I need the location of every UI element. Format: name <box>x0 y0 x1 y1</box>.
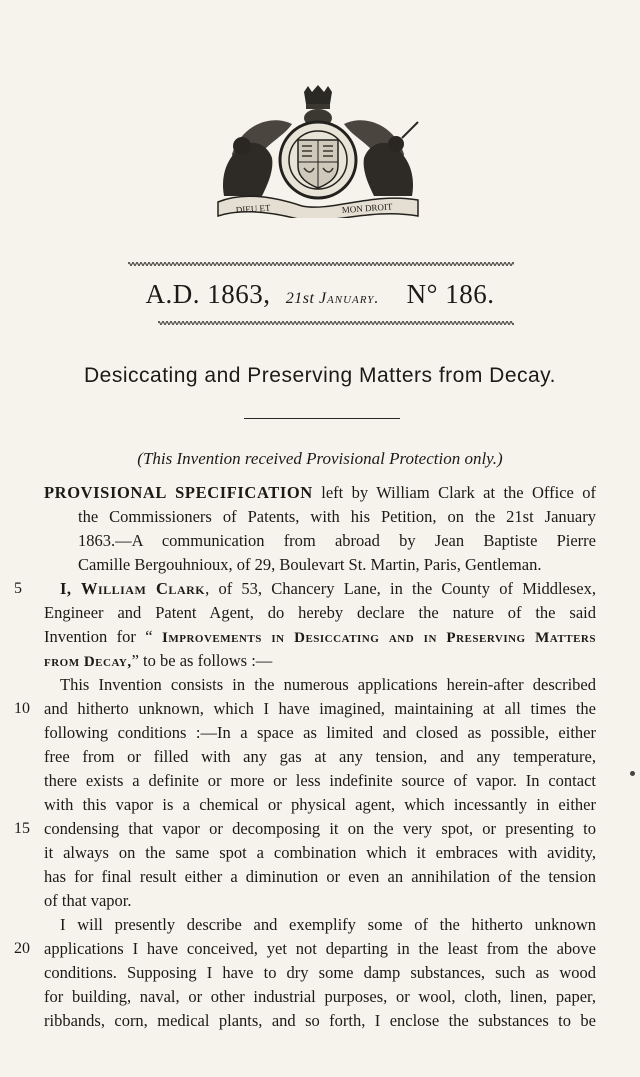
body-line: has for final result either a diminution or even an annihilation of the tension <box>44 867 596 886</box>
body-line: for building, naval, or other industrial purposes, or wool, cloth, linen, paper, <box>44 987 596 1006</box>
spec-line-4: Camille Bergouhnioux, of 29, Boulevart St. Martin, Paris, Gentleman. <box>78 555 542 574</box>
invention-title: Desiccating and Preserving Matters from Decay. <box>84 364 556 387</box>
title-divider <box>244 418 400 419</box>
bottom-wavy-rule <box>158 320 514 326</box>
line-number-15: 15 <box>14 820 30 837</box>
date-label: 21st January. <box>285 290 380 307</box>
body-line: it always on the same spot a combination which it embraces with avidity, <box>44 843 596 862</box>
body-line: I, William Clark, of 53, Chancery Lane, in the County of Middlesex, <box>60 579 596 598</box>
protection-note: (This Invention received Provisional Protection only.) <box>137 449 503 468</box>
spec-line-1: PROVISIONAL SPECIFICATION left by William Clark at the Office of <box>44 483 597 502</box>
svg-text:DIEU ET: DIEU ET <box>235 202 271 215</box>
body-line: from Decay,” to be as follows :— <box>44 651 273 670</box>
body-line: and hitherto unknown, which I have imagined, maintaining at all times the <box>44 699 596 718</box>
spec-line-2: the Commissioners of Patents, with his Petition, on the 21st January <box>78 507 596 526</box>
patent-header <box>0 279 640 310</box>
body-line: there exists a definite or more or less indefinite source of vapor. In contact <box>44 771 596 790</box>
spec-line-3: 1863.—A communication from abroad by Jean Baptiste Pierre <box>78 531 596 550</box>
margin-speck <box>630 771 635 776</box>
body-line: ribbands, corn, medical plants, and so forth, I enclose the substances to be <box>44 1011 596 1030</box>
year-label: A.D. 1863, <box>145 279 271 309</box>
spec-heading: PROVISIONAL SPECIFICATION <box>44 483 313 502</box>
body-line: of that vapor. <box>44 891 132 910</box>
body-line: with this vapor is a chemical or physical agent, which incessantly in either <box>44 795 596 814</box>
body-line: I will presently describe and exemplify some of the hitherto unknown <box>60 915 596 934</box>
patent-number: N° 186. <box>406 279 495 309</box>
line-number-5: 5 <box>14 580 22 597</box>
royal-coat-of-arms-icon <box>212 84 424 218</box>
svg-text:MON DROIT: MON DROIT <box>341 201 393 215</box>
top-wavy-rule <box>128 261 514 267</box>
body-line: following conditions :—In a space as limited and closed as possible, either <box>44 723 596 742</box>
body-line: Invention for “ Improvements in Desiccating and in Preserving Matters <box>44 627 596 646</box>
body-line: free from or filled with any gas at any tension, and any temperature, <box>44 747 596 766</box>
line-number-10: 10 <box>14 700 30 717</box>
body-line: applications I have conceived, yet not departing in the least from the above <box>44 939 596 958</box>
body-line: condensing that vapor or decomposing it on the very spot, or presenting to <box>44 819 596 838</box>
body-line: This Invention consists in the numerous applications herein-after described <box>60 675 596 694</box>
body-line: conditions. Supposing I have to dry some damp substances, such as wood <box>44 963 596 982</box>
line-number-20: 20 <box>14 940 30 957</box>
body-line: Engineer and Patent Agent, do hereby declare the nature of the said <box>44 603 596 622</box>
